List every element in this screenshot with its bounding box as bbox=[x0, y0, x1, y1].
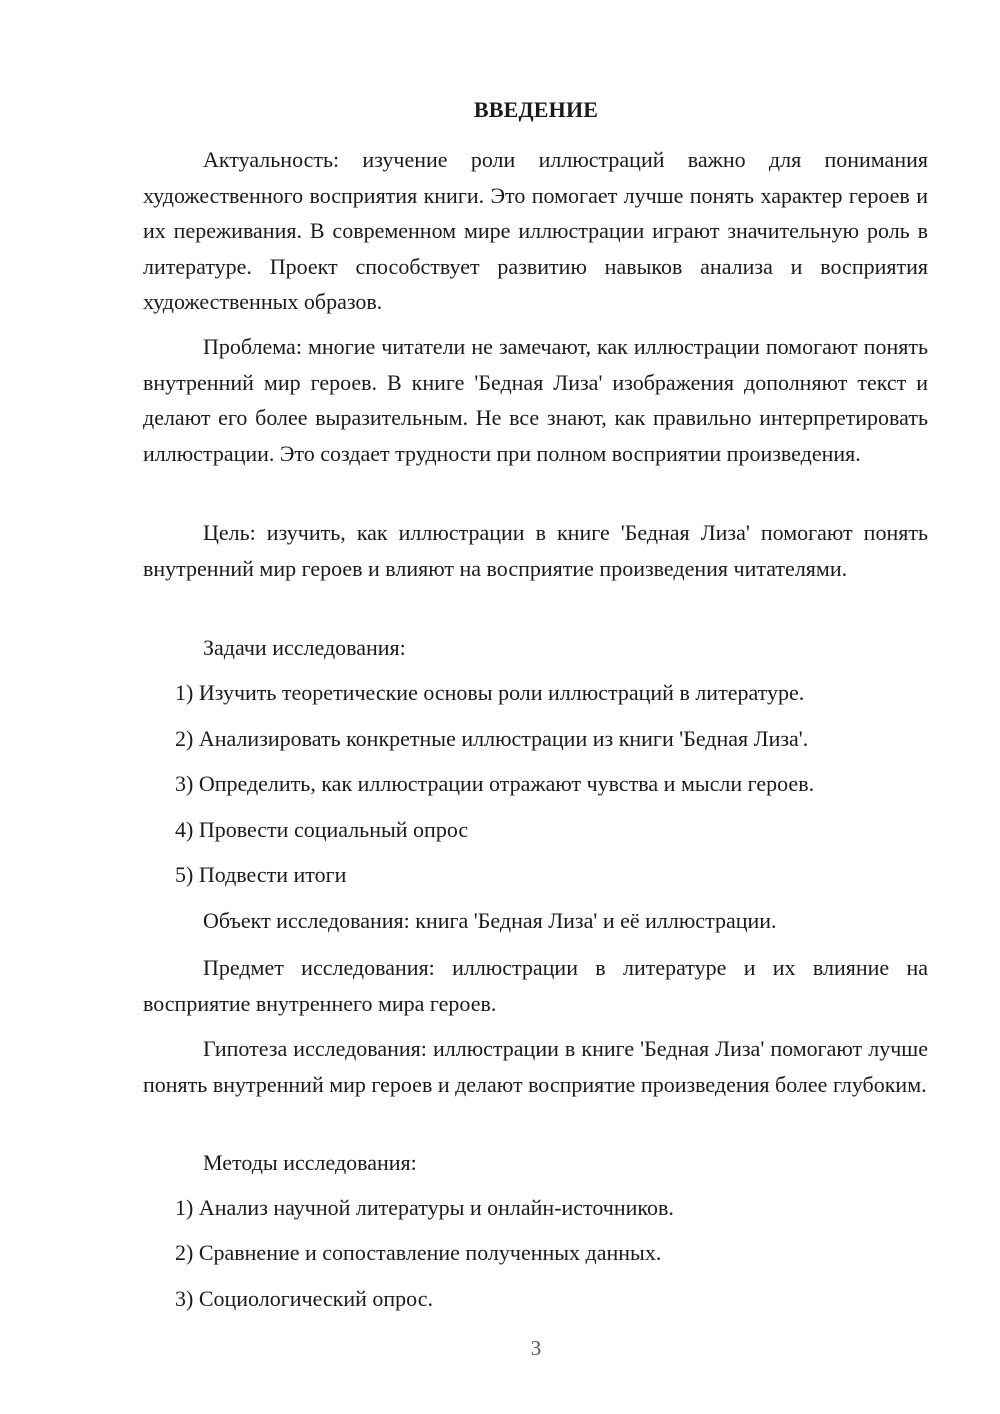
hypothesis-paragraph: Гипотеза исследования: иллюстрации в книге 'Бедная Лиза' помогают лучше понять внутренний мир героев и делают восприятие произведения более глубоким. bbox=[143, 1036, 928, 1097]
task-item: 5) Подвести итоги bbox=[175, 862, 347, 887]
problem-paragraph: Проблема: многие читатели не замечают, как иллюстрации помогают понять внутренний мир героев. В книге 'Бедная Лиза' изображения дополняют текст и делают его более выразительным. Не все знают, как правильно интерпретировать иллюстрации. Это создает трудности при полном восприятии произведения. bbox=[143, 334, 928, 466]
methods-heading: Методы исследования: bbox=[203, 1150, 417, 1175]
method-item: 3) Социологический опрос. bbox=[175, 1286, 433, 1311]
relevance-paragraph: Актуальность: изучение роли иллюстраций важно для понимания художественного восприятия книги. Это помогает лучше понять характер героев и их переживания. В современном мире иллюстрации играют значительную роль в литературе. Проект способствует развитию навыков анализа и восприятия художественных образов. bbox=[143, 147, 928, 314]
tasks-heading: Задачи исследования: bbox=[203, 635, 406, 660]
task-item: 4) Провести социальный опрос bbox=[175, 817, 469, 842]
method-item: 1) Анализ научной литературы и онлайн-источников. bbox=[175, 1195, 674, 1220]
goal-paragraph: Цель: изучить, как иллюстрации в книге 'Бедная Лиза' помогают понять внутренний мир героев и влияют на восприятие произведения читателями. bbox=[143, 520, 928, 581]
task-item: 3) Определить, как иллюстрации отражают чувства и мысли героев. bbox=[175, 771, 815, 796]
task-item: 2) Анализировать конкретные иллюстрации из книги 'Бедная Лиза'. bbox=[175, 726, 809, 751]
method-item: 2) Сравнение и сопоставление полученных данных. bbox=[175, 1240, 662, 1265]
object-line: Объект исследования: книга 'Бедная Лиза' и её иллюстрации. bbox=[203, 908, 777, 933]
task-item: 1) Изучить теоретические основы роли иллюстраций в литературе. bbox=[175, 680, 805, 705]
subject-paragraph: Предмет исследования: иллюстрации в литературе и их влияние на восприятие внутреннего мира героев. bbox=[143, 955, 928, 1016]
page-number: 3 bbox=[530, 1336, 542, 1360]
section-title: ВВЕДЕНИЕ bbox=[473, 97, 599, 122]
